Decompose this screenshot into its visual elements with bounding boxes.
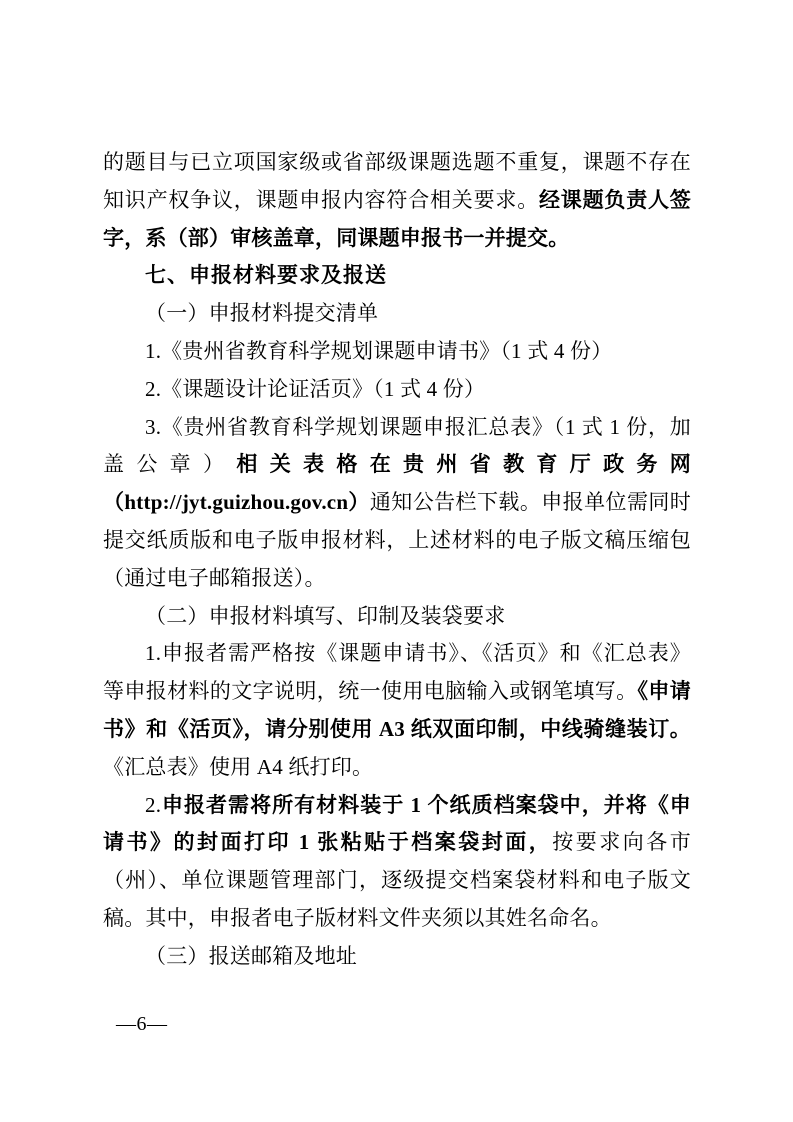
paragraph-continuation [103,144,691,257]
list-item-2 [103,371,691,409]
text-run: 1.《贵州省教育科学规划课题申请书》（1 式 4 份） [145,338,613,363]
subsection-2-item-1 [103,635,691,786]
text-run: 经课题负责人签字，系（部）审核盖章，同课题申报书一并提交。 [103,187,691,250]
text-run: 3.《贵州省教育科学规划课题申报汇总表》（1 式 1 份，加盖公章） [103,414,691,477]
list-item-1 [103,333,691,371]
text-run: 申报者需将所有材料装于 1 个纸质档案袋中，并将《申请书》的封面打印 1 张粘贴于档案袋封面， [103,792,691,855]
subsection-1-heading [103,295,691,333]
text-run: （三）报送邮箱及地址 [145,943,357,968]
page-number: —6— [116,1013,168,1035]
text-run: （一）申报材料提交清单 [145,301,379,326]
subsection-2-item-2 [103,787,691,938]
subsection-3-heading [103,938,691,976]
text-run: （二）申报材料填写、印制及装袋要求 [145,603,506,628]
text-run: 按要求向各市（州）、单位课题管理部门，逐级提交档案袋材料和电子版文稿。其中，申报者电子版材料文件夹须以其姓名命名。 [103,830,691,930]
text-run: 通知公告栏下载。申报单位需同时提交纸质版和电子版申报材料，上述材料的电子版文稿压缩包（通过电子邮箱报送）。 [103,490,691,590]
text-run: 2. [145,792,162,817]
subsection-2-heading [103,598,691,636]
list-item-3 [103,409,691,598]
document-body [103,144,691,976]
text-run: 《汇总表》使用 A4 纸打印。 [103,754,374,779]
text-run: 相关表格在贵州省教育厅政务网（http://jyt.guizhou.gov.cn） [103,452,691,515]
section-heading [103,257,691,295]
text-run: 七、申报材料要求及报送 [145,264,387,288]
text-run: 的题目与已立项国家级或省部级课题选题不重复，课题不存在知识产权争议，课题申报内容符合相关要求。 [103,150,691,212]
text-run: 《申请书》和《活页》，请分别使用 A3 纸双面印制，中线骑缝装订。 [103,679,691,741]
text-run: 1.申报者需严格按《课题申请书》、《活页》和《汇总表》等申报材料的文字说明，统一使用电脑输入或钢笔填写。 [103,641,691,704]
text-run: 2.《课题设计论证活页》（1 式 4 份） [145,376,486,401]
